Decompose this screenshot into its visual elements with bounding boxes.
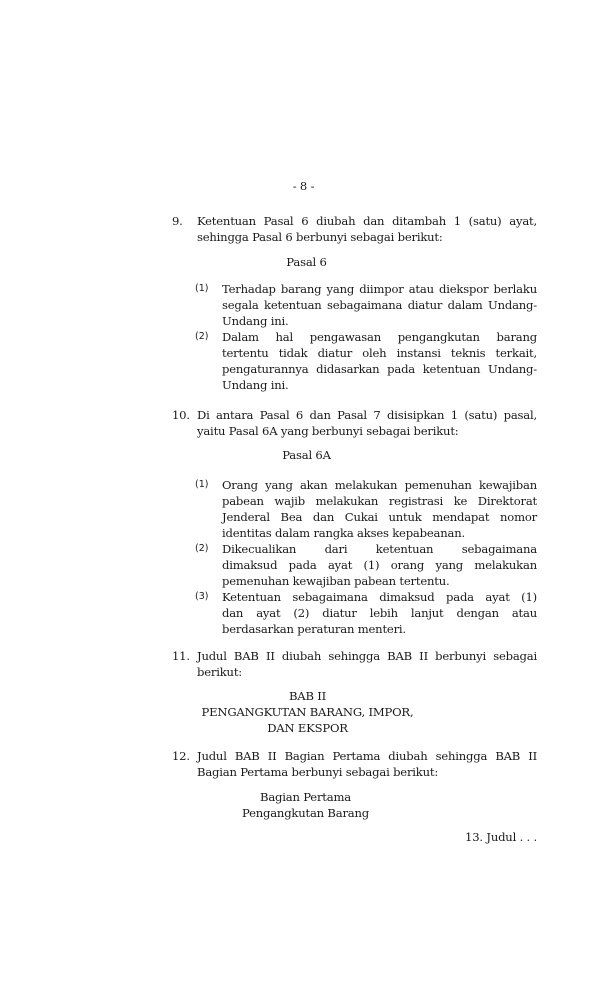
text-line: Undang ini. [222,378,289,392]
item-number: 11. [172,649,190,663]
text-line: Dalam hal pengawasan pengangkutan barang [222,330,537,344]
paragraph-number: (2) [195,543,209,554]
heading-line: Bagian Pertama [260,790,351,804]
text-line: Judul BAB II diubah sehingga BAB II berbunyi sebagai [197,649,537,663]
text-line: Terhadap barang yang diimpor atau diekspor berlaku [222,282,537,296]
text-line: berdasarkan peraturan menteri. [222,622,406,636]
paragraph-3 [0,589,607,637]
page-number: - 8 - [292,179,315,193]
text-line: sehingga Pasal 6 berbunyi sebagai berikut: [197,230,443,244]
amendment-item-12 [0,748,607,780]
paragraph-1 [0,281,607,329]
paragraph-1 [0,477,607,541]
text-line: pemenuhan kewajiban pabean tertentu. [222,574,450,588]
article-heading: Pasal 6A [282,448,331,462]
paragraph-number: (2) [195,331,209,342]
heading-line: Pengangkutan Barang [241,806,370,820]
paragraph-number: (3) [195,591,209,602]
item-text [197,213,537,245]
text-line: segala ketentuan sebagaimana diatur dalam Undang- [222,298,537,312]
text-line: dan ayat (2) diatur lebih lanjut dengan atau [222,606,537,620]
amendment-item-11 [0,648,607,680]
paragraph-2 [0,329,607,393]
item-number: 9. [172,214,183,228]
heading-line: PENGANGKUTAN BARANG, IMPOR, [201,705,414,719]
text-line: pengaturannya didasarkan pada ketentuan Undang- [222,362,537,376]
text-line: Dikecualikan dari ketentuan sebagaimana [222,542,537,556]
section-heading [0,789,607,821]
text-line: dimaksud pada ayat (1) orang yang melakukan [222,558,537,572]
text-line: pabean wajib melakukan registrasi ke Direktorat [222,494,537,508]
heading-line: BAB II [288,689,327,703]
continuation-marker: 13. Judul . . . [465,830,537,844]
heading-line: DAN EKSPOR [267,721,348,735]
article-heading: Pasal 6 [286,255,327,269]
text-line: Bagian Pertama berbunyi sebagai berikut: [197,765,439,779]
paragraph-number: (1) [195,283,209,294]
item-number: 10. [172,408,190,422]
text-line: Judul BAB II Bagian Pertama diubah sehingga BAB II [197,749,537,763]
text-line: Jenderal Bea dan Cukai untuk mendapat nomor [222,510,537,524]
text-line: Ketentuan Pasal 6 diubah dan ditambah 1 (satu) ayat, [197,214,537,228]
paragraph-number: (1) [195,479,209,490]
text-line: Undang ini. [222,314,289,328]
amendment-item-9 [0,213,607,245]
text-line: Di antara Pasal 6 dan Pasal 7 disisipkan 1 (satu) pasal, [197,408,537,422]
text-line: Ketentuan sebagaimana dimaksud pada ayat (1) [222,590,537,604]
paragraph-2 [0,541,607,589]
text-line: tertentu tidak diatur oleh instansi teknis terkait, [222,346,537,360]
amendment-item-10 [0,407,607,439]
text-line: identitas dalam rangka akses kepabeanan. [222,526,465,540]
text-line: berikut: [197,665,242,679]
text-line: Orang yang akan melakukan pemenuhan kewajiban [222,478,537,492]
chapter-heading [0,688,607,736]
text-line: yaitu Pasal 6A yang berbunyi sebagai berikut: [197,424,459,438]
item-number: 12. [172,749,190,763]
